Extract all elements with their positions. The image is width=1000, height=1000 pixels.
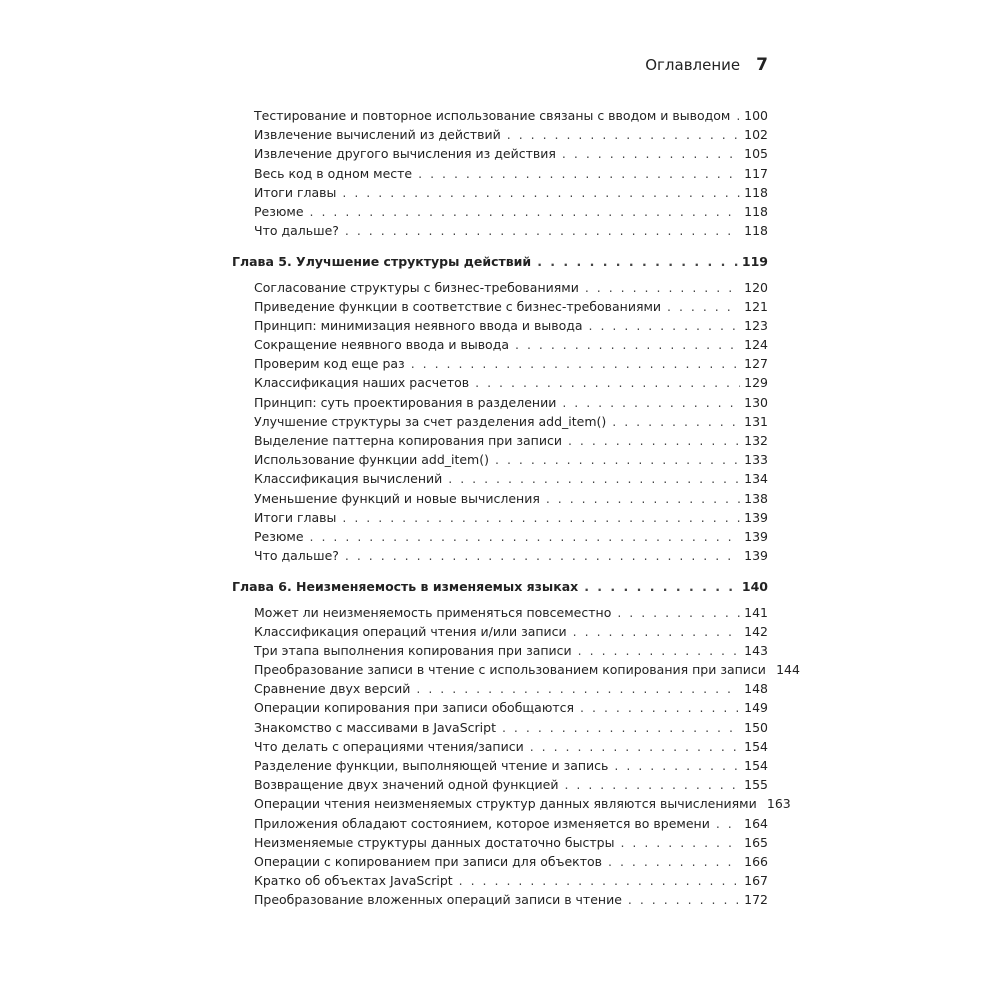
toc-dot-leader bbox=[530, 737, 740, 756]
toc-entry-title: Классификация операций чтения и/или записи bbox=[254, 623, 567, 639]
toc-chapter-page: 140 bbox=[741, 579, 768, 595]
toc-entry-title: Использование функции add_item() bbox=[254, 452, 489, 468]
toc-dot-leader bbox=[507, 125, 740, 144]
toc-entry-page: 143 bbox=[744, 642, 768, 658]
toc-dot-leader bbox=[342, 183, 740, 202]
toc-entry-page: 118 bbox=[744, 184, 768, 200]
toc-entry-row[interactable] bbox=[232, 469, 768, 488]
toc-entry-row[interactable] bbox=[232, 527, 768, 546]
toc-entry-row[interactable] bbox=[232, 833, 768, 852]
toc-entry-title: Согласование структуры с бизнес-требованиями bbox=[254, 279, 579, 295]
toc-entry-title: Итоги главы bbox=[254, 184, 337, 200]
toc-entry-title: Сокращение неявного ввода и вывода bbox=[254, 337, 510, 353]
toc-entry-row[interactable] bbox=[232, 106, 768, 125]
toc-dot-leader bbox=[416, 679, 740, 698]
toc-dot-leader bbox=[310, 527, 740, 546]
toc-chapter-title: Глава 6. Неизменяемость в изменяемых языках bbox=[232, 579, 579, 595]
toc-entry-page: 118 bbox=[744, 203, 768, 219]
toc-dot-leader bbox=[495, 450, 740, 469]
toc-entry-title: Приложения обладают состоянием, которое изменяется во времени bbox=[254, 815, 710, 831]
toc-entry-page: 154 bbox=[744, 758, 768, 773]
toc-entry-row[interactable] bbox=[232, 412, 768, 431]
page-number: 7 bbox=[756, 55, 768, 75]
toc-entry-page: 165 bbox=[744, 834, 768, 850]
toc-entry-page: 132 bbox=[744, 433, 768, 448]
toc-dot-leader bbox=[589, 316, 740, 335]
page-header bbox=[600, 55, 768, 75]
toc-entry-page: 139 bbox=[744, 509, 768, 525]
toc-entry-title: Извлечение вычислений из действий bbox=[254, 127, 501, 143]
toc-entry-row[interactable] bbox=[232, 278, 768, 297]
toc-entry-row[interactable] bbox=[232, 335, 768, 354]
toc-entry-title: Классификация вычислений bbox=[254, 471, 443, 487]
toc-section bbox=[232, 106, 768, 240]
toc-entry-page: 164 bbox=[744, 815, 768, 831]
toc-entry-row[interactable] bbox=[232, 641, 768, 660]
toc-entry-title: Резюме bbox=[254, 203, 304, 219]
toc-entry-row[interactable] bbox=[232, 316, 768, 335]
toc-entry-row[interactable] bbox=[232, 718, 768, 737]
toc-entry-page: 150 bbox=[744, 719, 768, 735]
toc-entry-row[interactable] bbox=[232, 144, 768, 163]
toc-chapter-page: 119 bbox=[741, 254, 768, 270]
toc-entry-row[interactable] bbox=[232, 737, 768, 756]
toc-entry-row[interactable] bbox=[232, 698, 768, 717]
toc-dot-leader bbox=[502, 718, 740, 737]
toc-dot-leader bbox=[345, 546, 740, 565]
toc-entry-row[interactable] bbox=[232, 202, 768, 221]
toc-entry-title: Операции чтения неизменяемых структур данных являются вычислениями bbox=[254, 796, 757, 812]
toc-entry-page: 131 bbox=[744, 413, 768, 429]
toc-chapter-row[interactable] bbox=[232, 252, 768, 271]
toc-entry-row[interactable] bbox=[232, 373, 768, 392]
toc-entry-row[interactable] bbox=[232, 125, 768, 144]
toc-entry-title: Знакомство с массивами в JavaScript bbox=[254, 719, 496, 735]
toc-dot-leader bbox=[537, 252, 738, 271]
toc-dot-leader bbox=[620, 833, 740, 852]
toc-entry-title: Извлечение другого вычисления из действия bbox=[254, 146, 556, 162]
toc-entry-page: 133 bbox=[744, 452, 768, 468]
toc-entry-title: Выделение паттерна копирования при записи bbox=[254, 433, 562, 448]
toc-entry-row[interactable] bbox=[232, 393, 768, 412]
toc-entry-page: 139 bbox=[744, 528, 768, 544]
toc-section bbox=[232, 577, 800, 909]
toc-dot-leader bbox=[580, 698, 740, 717]
toc-entry-title: Операции с копированием при записи для объектов bbox=[254, 853, 602, 869]
toc-entry-title: Что дальше? bbox=[254, 548, 339, 564]
toc-entry-page: 124 bbox=[744, 337, 768, 353]
toc-entry-title: Разделение функции, выполняющей чтение и запись bbox=[254, 758, 609, 773]
toc-entry-row[interactable] bbox=[232, 603, 768, 622]
toc-entry-row[interactable] bbox=[232, 775, 768, 794]
toc-entry-row[interactable] bbox=[232, 794, 791, 813]
toc-entry-row[interactable] bbox=[232, 890, 768, 909]
toc-entry-row[interactable] bbox=[232, 622, 768, 641]
toc-dot-leader bbox=[345, 221, 740, 240]
toc-dot-leader bbox=[342, 508, 740, 527]
toc-entry-page: 139 bbox=[744, 548, 768, 564]
toc-entry-page: 120 bbox=[744, 279, 768, 295]
toc-entry-title: Приведение функции в соответствие с бизнес-требованиями bbox=[254, 298, 662, 314]
toc-entry-title: Операции копирования при записи обобщаются bbox=[254, 700, 575, 716]
toc-entry-title: Итоги главы bbox=[254, 509, 337, 525]
toc-entry-row[interactable] bbox=[232, 546, 768, 565]
toc-entry-page: 148 bbox=[744, 681, 768, 697]
toc-dot-leader bbox=[573, 622, 740, 641]
toc-entry-title: Сравнение двух версий bbox=[254, 681, 411, 697]
toc-entry-row[interactable] bbox=[232, 450, 768, 469]
toc-entry-page: 129 bbox=[744, 375, 768, 391]
table-of-contents bbox=[232, 106, 800, 910]
toc-entry-page: 167 bbox=[744, 873, 768, 889]
toc-entry-row[interactable] bbox=[232, 489, 768, 508]
toc-dot-leader bbox=[608, 852, 740, 871]
toc-dot-leader bbox=[667, 297, 740, 316]
toc-dot-leader bbox=[546, 489, 740, 508]
toc-entry-row[interactable] bbox=[232, 852, 768, 871]
toc-entry-page: 163 bbox=[766, 796, 791, 812]
toc-entry-page: 118 bbox=[744, 223, 768, 239]
toc-entry-page: 127 bbox=[744, 356, 768, 372]
toc-entry-page: 130 bbox=[744, 394, 768, 410]
toc-entry-page: 144 bbox=[776, 662, 800, 678]
toc-entry-page: 142 bbox=[744, 623, 768, 639]
toc-entry-row[interactable] bbox=[232, 508, 768, 527]
toc-entry-title: Улучшение структуры за счет разделения add_item() bbox=[254, 413, 607, 429]
toc-section bbox=[232, 252, 768, 565]
toc-entry-row[interactable] bbox=[232, 354, 768, 373]
toc-entry-row[interactable] bbox=[232, 221, 768, 240]
toc-chapter-title: Глава 5. Улучшение структуры действий bbox=[232, 254, 532, 270]
toc-entry-page: 102 bbox=[744, 127, 768, 143]
toc-entry-title: Что делать с операциями чтения/записи bbox=[254, 738, 524, 754]
toc-entry-page: 154 bbox=[744, 738, 768, 754]
toc-dot-leader bbox=[578, 641, 740, 660]
toc-entry-title: Возвращение двух значений одной функцией bbox=[254, 777, 559, 793]
toc-dot-leader bbox=[411, 354, 740, 373]
toc-entry-row[interactable] bbox=[232, 679, 768, 698]
toc-entry-page: 134 bbox=[744, 471, 768, 487]
toc-dot-leader bbox=[459, 871, 740, 890]
toc-entry-title: Проверим код еще раз bbox=[254, 356, 405, 372]
toc-entry-page: 141 bbox=[744, 604, 768, 620]
toc-dot-leader bbox=[448, 469, 740, 488]
toc-entry-title: Тестирование и повторное использование связаны с вводом и выводом bbox=[254, 108, 731, 123]
toc-dot-leader bbox=[584, 577, 738, 596]
toc-entry-title: Классификация наших расчетов bbox=[254, 375, 470, 391]
toc-dot-leader bbox=[562, 393, 740, 412]
toc-dot-leader bbox=[475, 373, 740, 392]
toc-chapter-row[interactable] bbox=[232, 577, 768, 596]
toc-entry-title: Резюме bbox=[254, 528, 304, 544]
toc-entry-title: Три этапа выполнения копирования при записи bbox=[254, 642, 572, 658]
toc-dot-leader bbox=[564, 775, 740, 794]
toc-dot-leader bbox=[736, 106, 740, 125]
toc-entry-title: Преобразование записи в чтение с использованием копирования при записи bbox=[254, 662, 766, 678]
toc-dot-leader bbox=[310, 202, 740, 221]
toc-dot-leader bbox=[515, 335, 740, 354]
toc-dot-leader bbox=[418, 164, 740, 183]
toc-entry-title: Принцип: минимизация неявного ввода и вывода bbox=[254, 317, 583, 333]
toc-entry-title: Весь код в одном месте bbox=[254, 165, 413, 181]
toc-entry-title: Что дальше? bbox=[254, 223, 339, 239]
toc-entry-title: Может ли неизменяемость применяться повсеместно bbox=[254, 604, 612, 620]
toc-entry-title: Кратко об объектах JavaScript bbox=[254, 873, 453, 889]
toc-dot-leader bbox=[628, 890, 740, 909]
toc-dot-leader bbox=[585, 278, 740, 297]
toc-dot-leader bbox=[568, 431, 740, 450]
toc-entry-row[interactable] bbox=[232, 871, 768, 890]
toc-entry-row[interactable] bbox=[232, 814, 768, 833]
toc-entry-page: 149 bbox=[744, 700, 768, 716]
toc-entry-row[interactable] bbox=[232, 431, 768, 450]
toc-entry-title: Принцип: суть проектирования в разделении bbox=[254, 394, 557, 410]
toc-entry-title: Уменьшение функций и новые вычисления bbox=[254, 490, 540, 506]
toc-entry-row[interactable] bbox=[232, 756, 768, 775]
toc-entry-row[interactable] bbox=[232, 297, 768, 316]
toc-dot-leader bbox=[617, 603, 740, 622]
toc-entry-page: 155 bbox=[744, 777, 768, 793]
page-header-title: Оглавление bbox=[645, 56, 741, 74]
toc-entry-page: 105 bbox=[744, 146, 768, 162]
toc-entry-title: Преобразование вложенных операций записи в чтение bbox=[254, 892, 622, 908]
toc-entry-page: 100 bbox=[744, 108, 768, 123]
toc-entry-row[interactable] bbox=[232, 183, 768, 202]
toc-entry-page: 166 bbox=[744, 853, 768, 869]
toc-entry-row[interactable] bbox=[232, 164, 768, 183]
toc-dot-leader bbox=[716, 814, 740, 833]
toc-entry-row[interactable] bbox=[232, 660, 800, 679]
toc-entry-page: 123 bbox=[744, 317, 768, 333]
toc-entry-page: 138 bbox=[744, 490, 768, 506]
toc-dot-leader bbox=[614, 756, 740, 775]
toc-entry-page: 172 bbox=[744, 892, 768, 908]
toc-dot-leader bbox=[612, 412, 740, 431]
toc-entry-title: Неизменяемые структуры данных достаточно быстры bbox=[254, 834, 615, 850]
toc-entry-page: 121 bbox=[744, 298, 768, 314]
toc-entry-page: 117 bbox=[744, 165, 768, 181]
toc-dot-leader bbox=[562, 144, 740, 163]
